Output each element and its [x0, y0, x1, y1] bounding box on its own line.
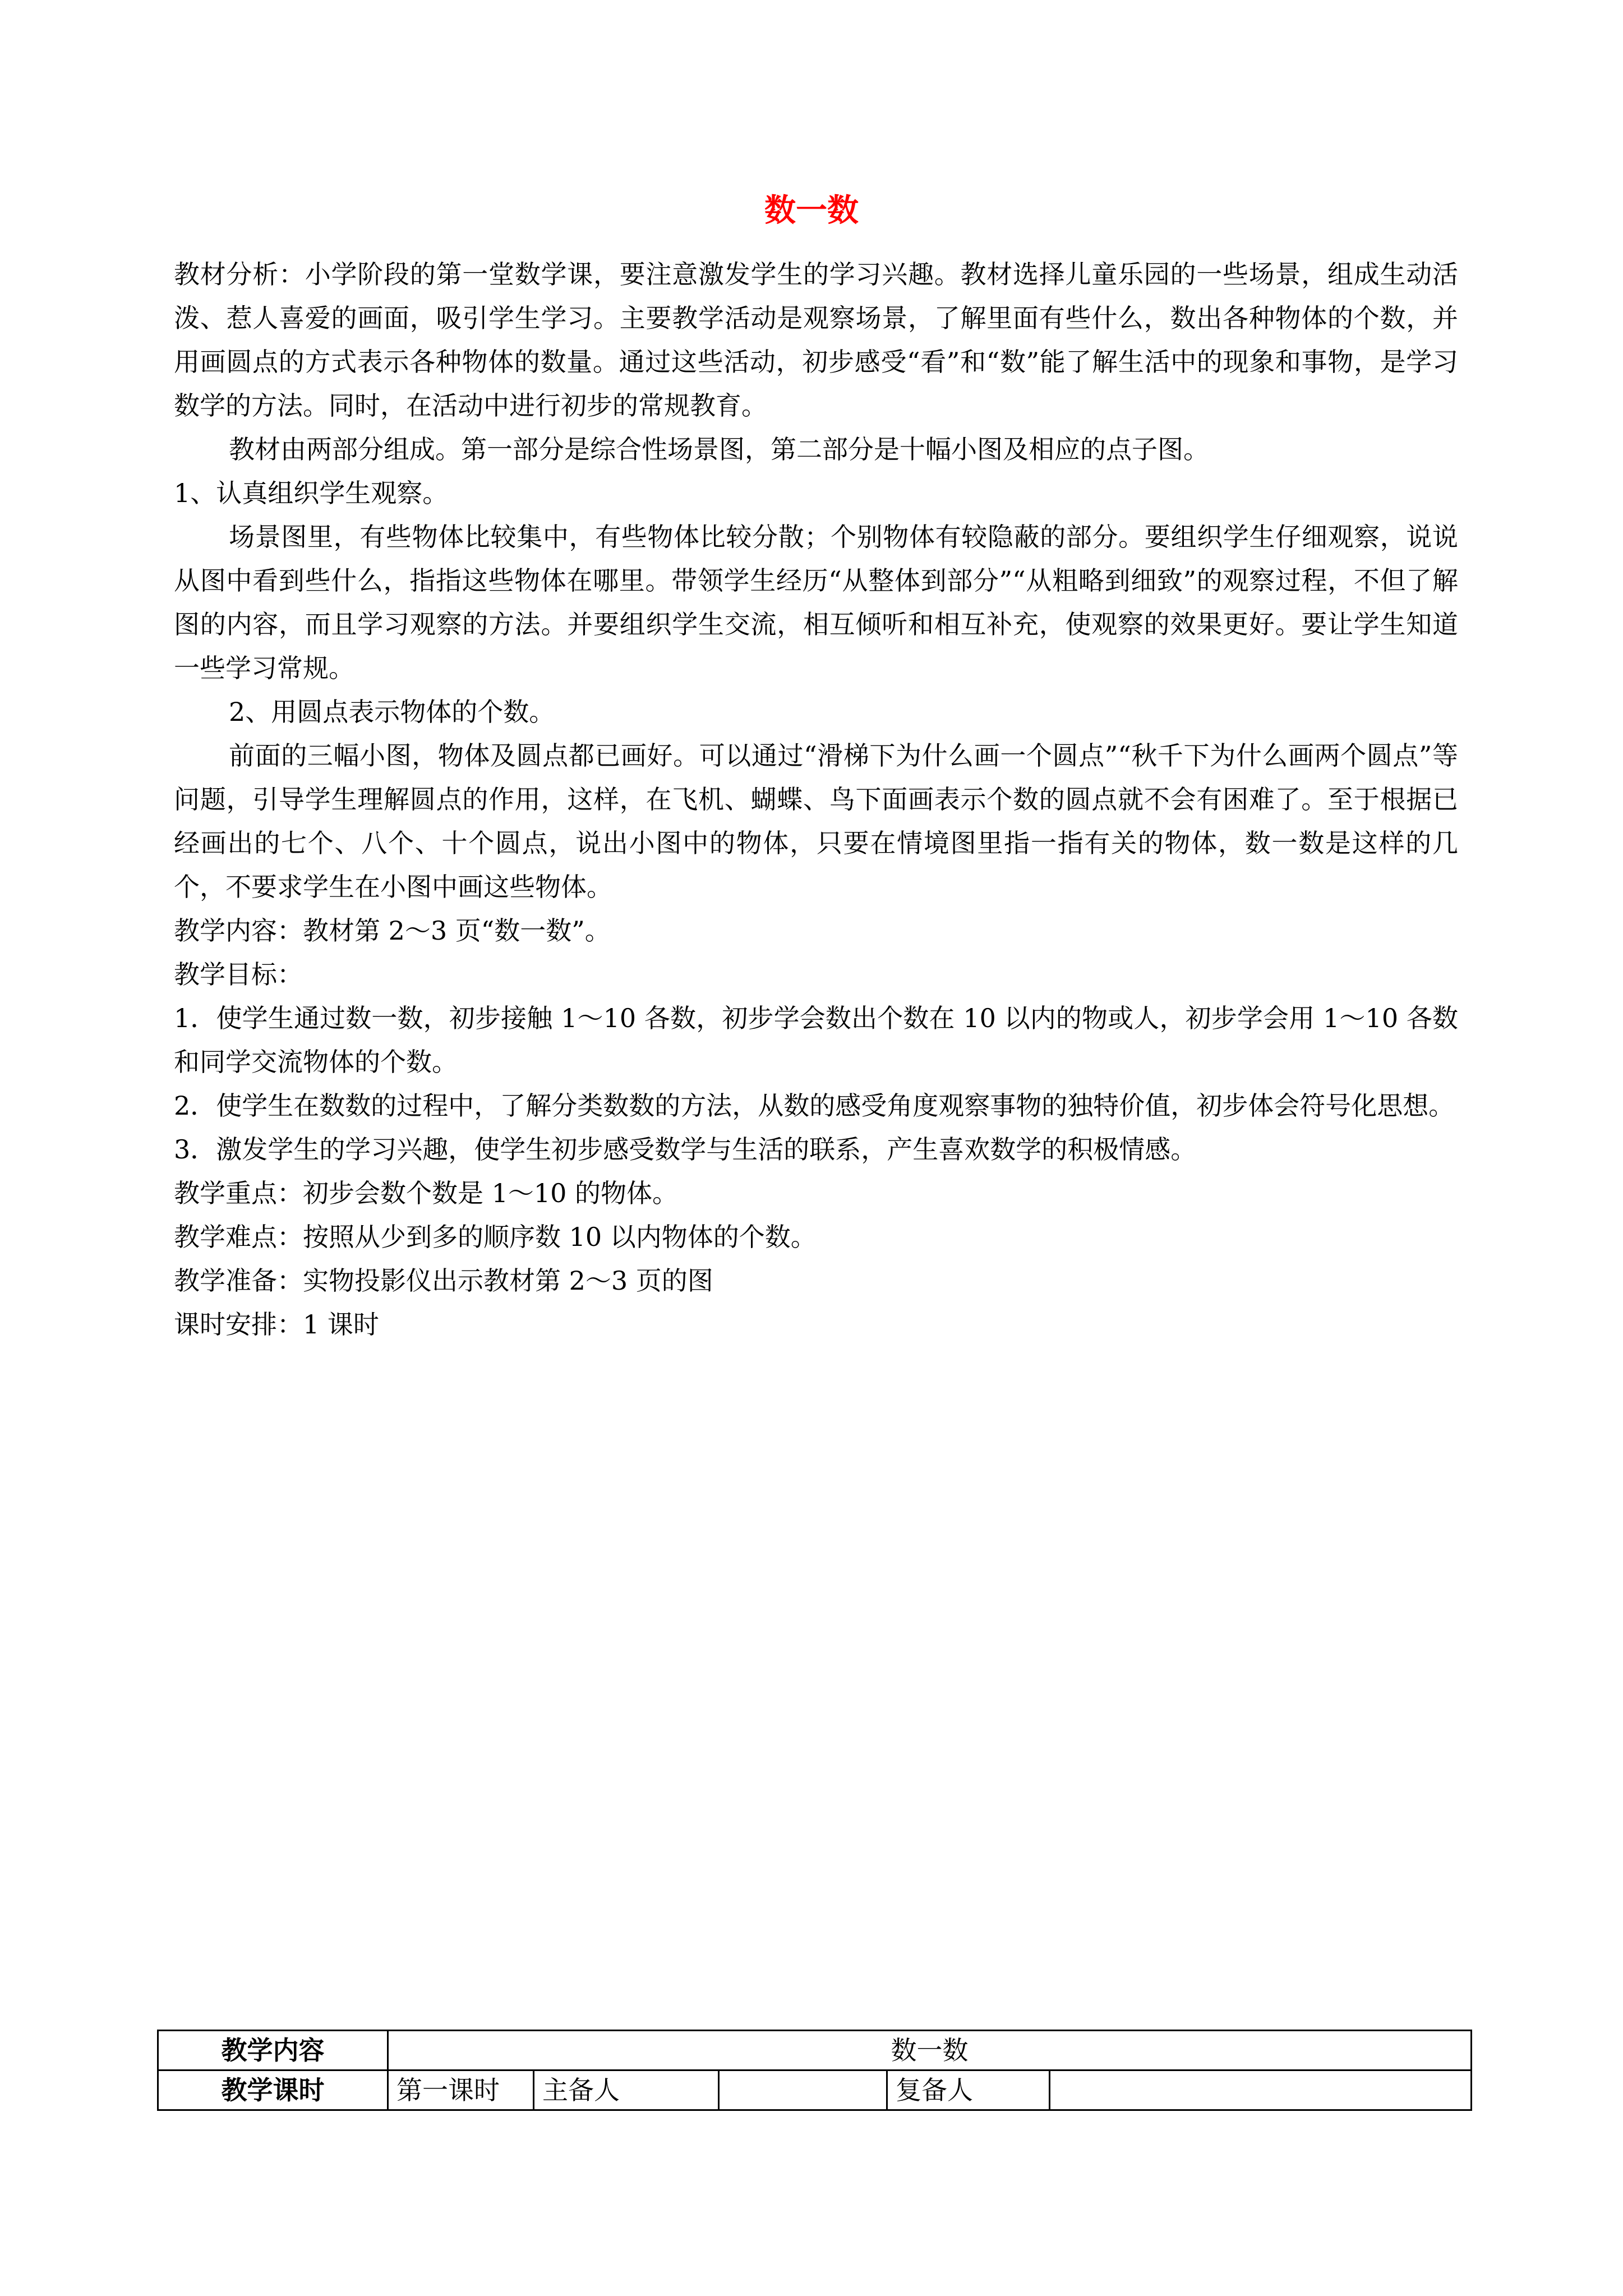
document-body [174, 252, 1458, 1346]
paragraph-difficulty: 教学难点：按照从少到多的顺序数 10 以内物体的个数。 [174, 1222, 817, 1252]
paragraph-observe: 场景图里，有些物体比较集中，有些物体比较分散；个别物体有较隐蔽的部分。要组织学生仔细观察，说说从图中看到些什么，指指这些物体在哪里。带领学生经历“从整体到部分”“从粗略到细致”的观察过程，不但了解图的内容，而且学习观察的方法。并要组织学生交流，相互倾听和相互补充，使观察的效果更好。要让学生知道一些学习常规。 [174, 522, 1458, 683]
paragraph-preparation: 教学准备：实物投影仪出示教材第 2～3 页的图 [174, 1266, 713, 1296]
paragraph-goals-heading: 教学目标： [174, 959, 303, 990]
content-label-cell: 教学内容 [158, 2031, 388, 2070]
paragraph-composition: 教材由两部分组成。第一部分是综合性场景图，第二部分是十幅小图及相应的点子图。 [229, 434, 1209, 464]
period-value-cell: 第一课时 [388, 2070, 534, 2110]
paragraph-goal-1: 1．使学生通过数一数，初步接触 1～10 各数，初步学会数出个数在 10 以内的物或人，初步学会用 1～10 各数和同学交流物体的个数。 [174, 1003, 1458, 1077]
paragraph-heading-observe: 1、认真组织学生观察。 [174, 478, 449, 508]
main-preparer-value-cell [719, 2070, 887, 2110]
table-row [158, 2031, 1472, 2070]
document-title: 数一数 [764, 192, 859, 229]
table-row [158, 2070, 1472, 2110]
co-preparer-value-cell [1050, 2070, 1472, 2110]
paragraph-goal-2: 2．使学生在数数的过程中，了解分类数数的方法，从数的感受角度观察事物的独特价值，初步体会符号化思想。 [174, 1091, 1455, 1121]
paragraph-schedule: 课时安排：1 课时 [174, 1309, 379, 1340]
paragraph-analysis: 教材分析：小学阶段的第一堂数学课，要注意激发学生的学习兴趣。教材选择儿童乐园的一些场景，组成生动活泼、惹人喜爱的画面，吸引学生学习。主要教学活动是观察场景，了解里面有些什么，数出各种物体的个数，并用画圆点的方式表示各种物体的数量。通过这些活动，初步感受“看”和“数”能了解生活中的现象和事物，是学习数学的方法。同时，在活动中进行初步的常规教育。 [174, 259, 1458, 421]
paragraph-heading-dots: 2、用圆点表示物体的个数。 [229, 697, 555, 727]
paragraph-dots: 前面的三幅小图，物体及圆点都已画好。可以通过“滑梯下为什么画一个圆点”“秋千下为什么画两个圆点”等问题，引导学生理解圆点的作用，这样，在飞机、蝴蝶、鸟下面画表示个数的圆点就不会有困难了。至于根据已经画出的七个、八个、十个圆点，说出小图中的物体，只要在情境图里指一指有关的物体，数一数是这样的几个，不要求学生在小图中画这些物体。 [174, 740, 1458, 902]
paragraph-goal-3: 3．激发学生的学习兴趣，使学生初步感受数学与生活的联系，产生喜欢数学的积极情感。 [174, 1134, 1197, 1165]
lesson-info-table [157, 2030, 1472, 2111]
paragraph-key-point: 教学重点：初步会数个数是 1～10 的物体。 [174, 1178, 679, 1208]
period-label-cell: 教学课时 [158, 2070, 388, 2110]
co-preparer-label-cell: 复备人 [887, 2070, 1050, 2110]
paragraph-content: 教学内容：教材第 2～3 页“数一数”。 [174, 915, 611, 946]
content-value-cell: 数一数 [388, 2031, 1472, 2070]
main-preparer-label-cell: 主备人 [534, 2070, 719, 2110]
